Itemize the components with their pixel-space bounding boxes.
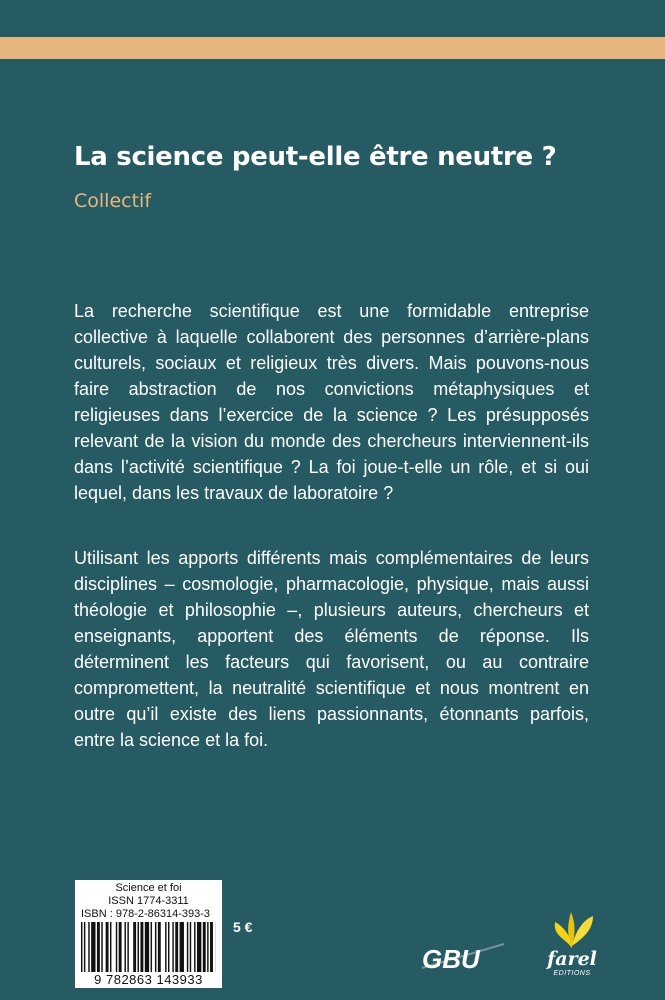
farel-butterfly-icon <box>545 908 600 952</box>
barcode-bar <box>155 922 156 972</box>
barcode-bar <box>151 922 152 972</box>
book-author: Collectif <box>74 190 152 212</box>
barcode-bars <box>81 922 216 972</box>
farel-logo-text: farel <box>547 948 597 970</box>
barcode-bar <box>106 922 109 972</box>
barcode-bar <box>133 922 136 972</box>
barcode-bar <box>172 922 173 972</box>
barcode-bar <box>119 922 122 972</box>
price-label: 5 € <box>233 919 253 935</box>
barcode-bar <box>165 922 166 972</box>
barcode-digits: 9 782863 143933 <box>94 972 203 987</box>
barcode-bar <box>140 922 143 972</box>
farel-editions-text: EDITIONS <box>553 970 591 977</box>
barcode-bar <box>210 922 213 972</box>
book-title: La science peut-elle être neutre ? <box>74 142 557 172</box>
barcode-bar <box>101 922 102 972</box>
barcode-label <box>75 880 222 988</box>
barcode-bar <box>194 922 195 972</box>
gbu-logo <box>418 938 508 974</box>
barcode-bar <box>197 922 201 972</box>
barcode-bar <box>203 922 206 972</box>
barcode-bar <box>97 922 100 972</box>
barcode-bar <box>125 922 126 972</box>
blurb-paragraph-2: Utilisant les apports différents mais complémentaires de leurs disciplines – cosmologie, pharmacologie, physique, mais aussi théologie et philosophie –, plusieurs auteurs, chercheurs et enseignants, apportent des éléments de réponse. Ils déterminent les facteurs qui favorisent, ou au contraire compromettent, la neutralité scientifique et nous montrent en outre qu’il existe des liens passionnants, étonnants parfois, entre la science et la foi. <box>74 548 589 750</box>
barcode-bar <box>180 922 184 972</box>
barcode-bar <box>110 922 111 972</box>
barcode-bar <box>84 922 85 972</box>
gbu-logo-text: GBU <box>422 944 480 974</box>
barcode-bar <box>138 922 139 972</box>
isbn-number: ISBN : 978-2-86314-393-3 <box>81 908 211 920</box>
barcode-bar <box>187 922 188 972</box>
blurb-paragraph-1: La recherche scientifique est une formidable entreprise collective à laquelle collaborent des personnes d’arrière-plans culturels, sociaux et religieux très divers. Mais pouvons-nous faire abstraction de nos convictions métaphysiques et religieuses dans l’exercice de la science ? Les présupposés relevant de la vision du monde des chercheurs interviennent-ils dans l’activité scientifique ? La foi joue-t-elle un rôle, et si oui lequel, dans les travaux de laboratoire ? <box>74 301 589 503</box>
series-name: Science et foi <box>115 882 182 894</box>
barcode-bar <box>207 922 208 972</box>
issn-number: ISSN 1774-3311 <box>108 895 189 907</box>
barcode-bar <box>88 922 89 972</box>
barcode-bar <box>145 922 149 972</box>
barcode-bar <box>158 922 161 972</box>
barcode-bar <box>175 922 178 972</box>
barcode-bar <box>116 922 117 972</box>
top-color-band <box>0 37 665 59</box>
barcode-bar <box>127 922 128 972</box>
barcode-bar <box>190 922 191 972</box>
barcode-bar <box>168 922 169 972</box>
barcode-bar <box>81 922 82 972</box>
barcode-bar <box>91 922 95 972</box>
